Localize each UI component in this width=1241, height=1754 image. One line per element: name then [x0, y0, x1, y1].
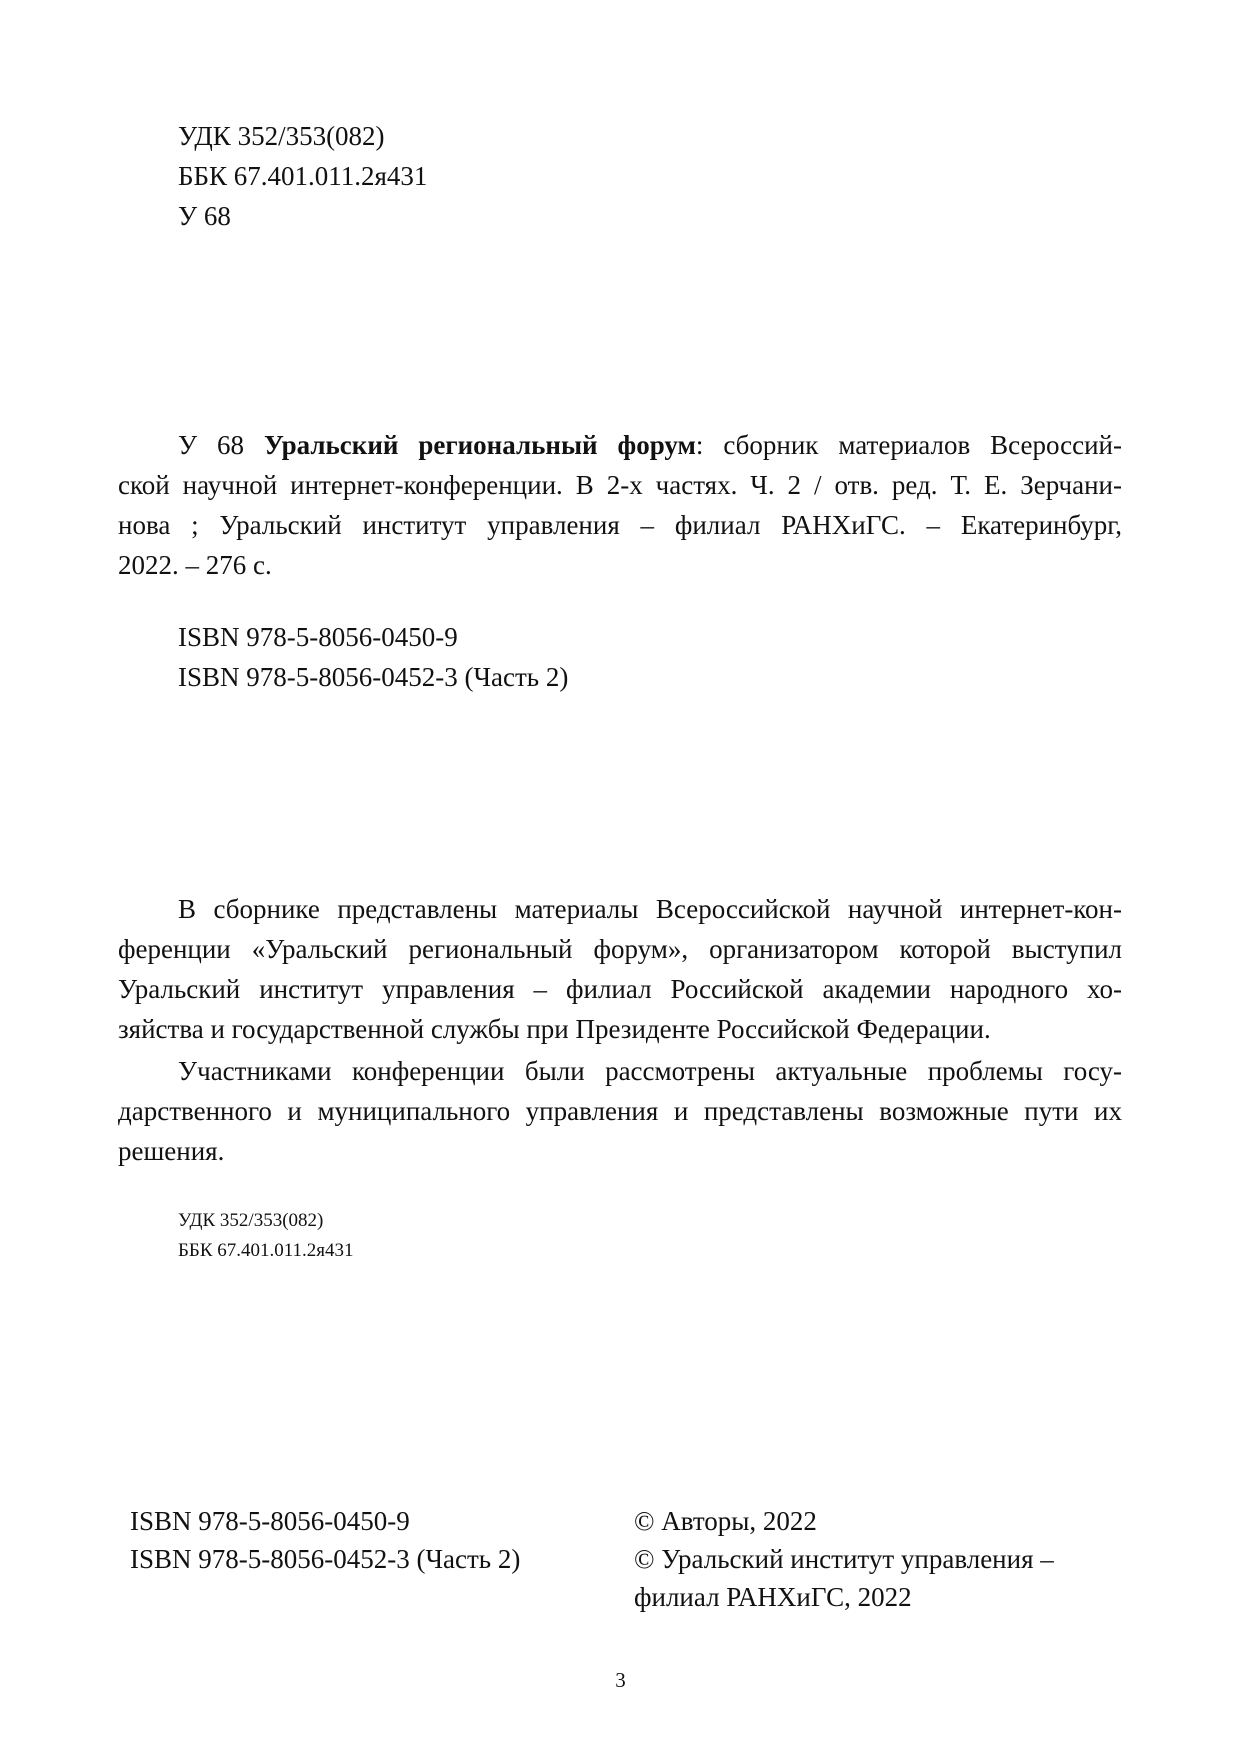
bib-title: Уральский региональный форум — [264, 430, 696, 460]
bib-line1-rest: : сборник материалов Всероссий- — [695, 430, 1122, 460]
bib-record-line-1 — [178, 427, 1122, 463]
annotation-p1-line-3: Уральский институт управления – филиал Российской академии народного хо- — [118, 974, 1122, 1004]
bib-record-line-3: нова ; Уральский институт управления – филиал РАНХиГС. – Екатеринбург, — [118, 510, 1122, 540]
footer-isbn-part: ISBN 978-5-8056-0452-3 (Часть 2) — [130, 1544, 521, 1574]
author-mark: У 68 — [178, 201, 231, 231]
copyright-authors: © Авторы, 2022 — [634, 1506, 817, 1536]
annotation-p1-line-1: В сборнике представлены материалы Всероссийской научной интернет-кон- — [178, 894, 1122, 924]
copyright-institute-line-1: © Уральский институт управления – — [634, 1544, 1054, 1574]
small-udk-code: УДК 352/353(082) — [178, 1210, 324, 1231]
annotation-p2-line-2: дарственного и муниципального управления и представлены возможные пути их — [118, 1096, 1122, 1126]
isbn-part: ISBN 978-5-8056-0452-3 (Часть 2) — [178, 662, 569, 692]
copyright-institute-line-2: филиал РАНХиГС, 2022 — [634, 1582, 912, 1612]
annotation-p2-line-1: Участниками конференции были рассмотрены актуальные проблемы госу- — [178, 1056, 1122, 1086]
annotation-p2-line-3: решения. — [118, 1136, 225, 1166]
bib-prefix: У 68 — [178, 430, 264, 460]
small-bbk-code: ББК 67.401.011.2я431 — [178, 1240, 354, 1261]
annotation-p1-line-4: зяйства и государственной службы при Президенте Российской Федерации. — [118, 1014, 991, 1044]
isbn-general: ISBN 978-5-8056-0450-9 — [178, 622, 458, 652]
bbk-code: ББК 67.401.011.2я431 — [178, 161, 428, 191]
udk-code: УДК 352/353(082) — [178, 121, 385, 151]
annotation-p1-line-2: ференции «Уральский региональный форум», организатором которой выступил — [118, 934, 1122, 964]
footer-isbn-general: ISBN 978-5-8056-0450-9 — [130, 1506, 410, 1536]
bib-record-line-2: ской научной интернет-конференции. В 2-х частях. Ч. 2 / отв. ред. Т. Е. Зерчани- — [118, 470, 1122, 500]
bib-record-line-4: 2022. – 276 с. — [118, 550, 272, 580]
page-number: 3 — [615, 1668, 626, 1692]
